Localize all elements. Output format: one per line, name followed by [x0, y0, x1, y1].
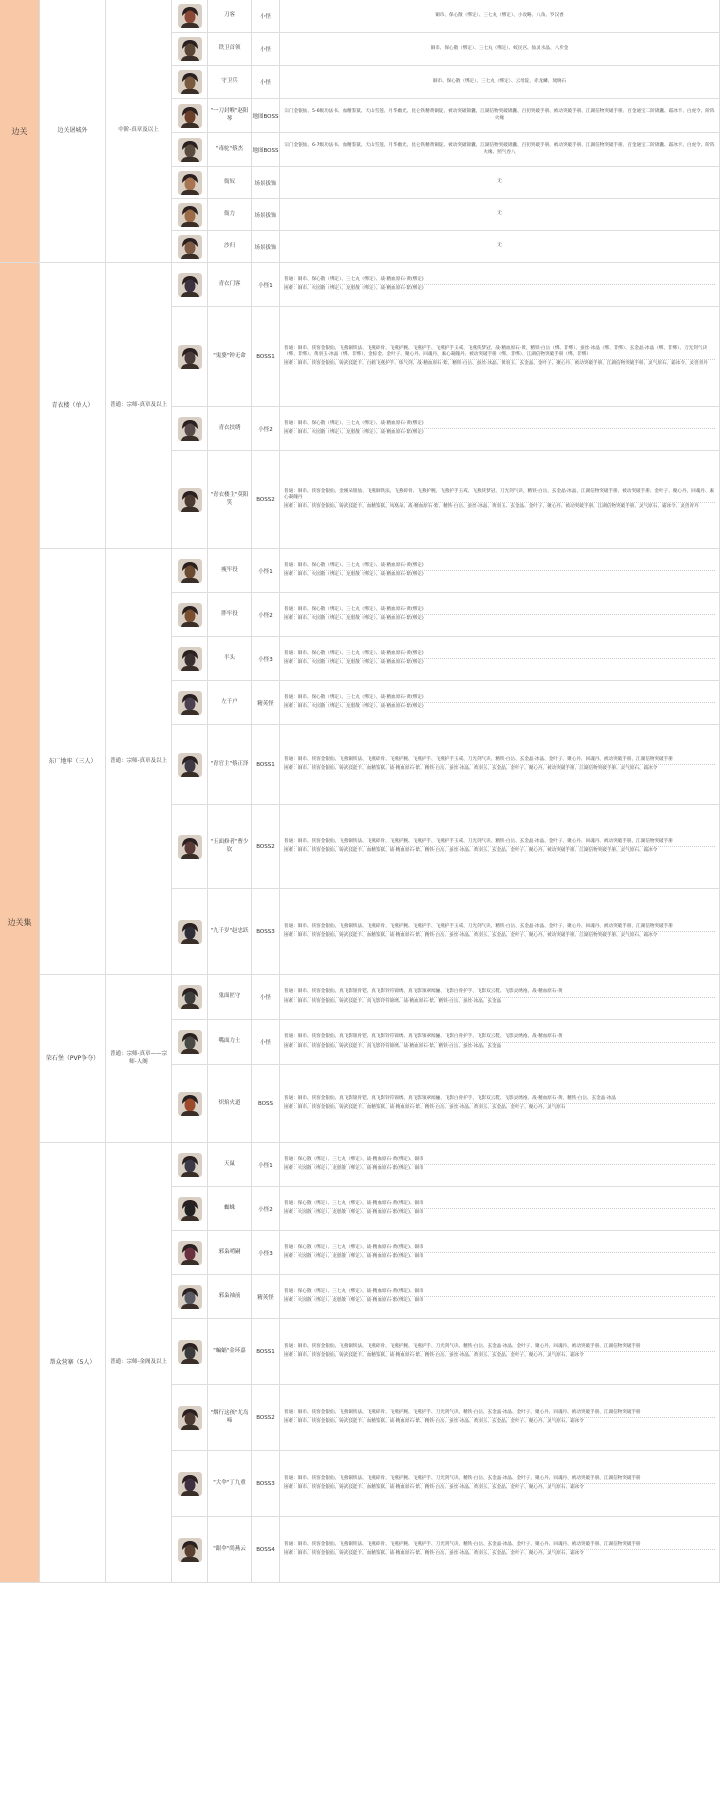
drop-line: 普通：铜币、侠客金银仙、金刚朵银仙、飞燕铜铁法、飞燕碎骨、飞燕护腕、飞燕护手玉戒、飞燕侠梦冠、刀光剑气诀、精铁·白岳、玄金晶·冰晶、江湖信物突破手册、被动突破手册、金叶子、聚心丹、回魂丹、素心凝魄丹 — [284, 488, 715, 500]
boss-type-cell — [252, 1319, 280, 1385]
boss-name: 半头 — [223, 654, 235, 661]
boss-name-cell — [208, 0, 252, 33]
boss-portrait-icon — [178, 488, 202, 512]
drop-line: 普通：铜币、保心散（绑定）、三七丸（绑定）、战·精血原石·黄(绑定) — [284, 420, 424, 426]
boss-portrait-icon — [178, 37, 202, 61]
portrait-cell — [172, 805, 208, 889]
level-cell — [106, 549, 172, 975]
boss-portrait-icon — [178, 1472, 202, 1496]
drops-cell — [280, 1319, 720, 1385]
drops-cell — [280, 231, 720, 263]
drop-line: 普通：铜币、侠客金银仙、飞燕铜铁法、飞燕碎骨、飞燕护腕、飞燕护手、刀光剑气诀、精铁·白岳、玄金晶·冰晶、金叶子、聚心丹、回魂丹、被动突破手册、江湖信物突破手册 — [284, 1343, 641, 1349]
drop-line: 困难：铜币、侠客金银仙、铸武技能卡、血精鉴狱、凤凰朵、战·精血原石·紫、精铁·白岳、蚕丝·冰晶、黄羽玉、玄金晶、金叶子、聚心丹、被动突破手册、江湖信物突破手册、灵气原石、霜冰令、灵兽青丹 — [284, 502, 715, 511]
drop-line: 困难：铜币、火园散（绑定）、龙胆散（绑定）、战·精血原石·紫(绑定) — [284, 428, 715, 437]
boss-type-cell — [252, 0, 280, 33]
boss-type: 小怪2 — [258, 1206, 273, 1213]
boss-portrait-icon — [178, 920, 202, 944]
boss-portrait-icon — [178, 559, 202, 583]
boss-type: 精英怪 — [257, 700, 274, 707]
boss-type: 小怪2 — [258, 612, 273, 619]
drop-line: 普通：铜币、保心散（绑定）、三七丸（绑定）、战·精血原石·黄(绑定) — [284, 276, 424, 282]
boss-name: 胖牢役 — [221, 610, 238, 617]
drop-line: 普通：铜币、保心散（绑定）、三七丸（绑定）、战·精血原石·黄(绑定) — [284, 606, 424, 612]
boss-name-cell — [208, 681, 252, 725]
boss-name-cell — [208, 451, 252, 549]
boss-name: "九千岁"赵忠跃 — [210, 927, 249, 934]
boss-name: 青衣扶绣 — [218, 424, 241, 431]
boss-portrait-icon — [178, 647, 202, 671]
boss-type-cell — [252, 1385, 280, 1451]
boss-portrait-icon — [178, 4, 202, 28]
boss-type: 小怪3 — [258, 656, 273, 663]
drops-cell — [280, 451, 720, 549]
boss-portrait-icon — [178, 1153, 202, 1177]
drop-line: 困难：铜币、侠客金银仙、铸武技能卡、血精鉴狱、战·精血原石·紫、精铁·白岳、蚕丝·冰晶、黄羽玉、玄金晶、金叶子、聚心丹、灵气原石、霜冰令 — [284, 1549, 715, 1558]
portrait-cell — [172, 1065, 208, 1143]
boss-portrait-icon — [178, 235, 202, 259]
drops-cell — [280, 1517, 720, 1583]
drops-cell — [280, 167, 720, 199]
boss-name: "青官主"蔡正泽 — [210, 760, 249, 767]
drop-line: 普通：铜币、保心散（绑定）、三七丸（绑定）、战·精血原石·黄(绑定) — [284, 694, 424, 700]
level-label: 普通：宗师-真章——宗师-人阁 — [110, 1051, 167, 1065]
portrait-cell — [172, 263, 208, 307]
drops-cell — [280, 725, 720, 805]
portrait-cell — [172, 1319, 208, 1385]
drop-line: 铜币、保心散（绑定）、三七丸（绑定）、云母锭、赤龙鳞、琉璃石 — [432, 78, 567, 84]
boss-type: 小怪2 — [258, 426, 273, 433]
boss-portrait-icon — [178, 603, 202, 627]
area-cell — [40, 549, 106, 975]
boss-name-cell — [208, 1451, 252, 1517]
boss-name-cell — [208, 1275, 252, 1319]
drops-cell — [280, 1187, 720, 1231]
portrait-cell — [172, 307, 208, 407]
boss-type-cell — [252, 33, 280, 66]
drops-cell — [280, 637, 720, 681]
boss-type: BOSS1 — [256, 1348, 275, 1355]
boss-type: 小怪1 — [258, 282, 273, 289]
boss-type: 场景拔饰 — [254, 180, 277, 187]
boss-type-cell — [252, 1275, 280, 1319]
drop-line: 普通：保心散（绑定）、三七丸（绑定）、战·精血原石·黄(绑定)、铜币 — [284, 1288, 424, 1294]
drop-line: 普通：铜币、侠客金银仙、真飞影银骨铠、真飞影铃符锦绣、真飞影领翠闻骊、飞影白骨护手、飞影双云鞋、飞影灵绣袍、战·精血原石·黄、精铁·白岳、玄金晶·冰晶 — [284, 1095, 617, 1101]
boss-portrait-icon — [178, 985, 202, 1009]
boss-type-cell — [252, 167, 280, 199]
boss-type-cell — [252, 451, 280, 549]
drop-line: 困难：火园散（绑定）、龙胆散（绑定）、战·精血原石·紫(绑定)、铜币 — [284, 1252, 715, 1261]
boss-name: 瘦牢役 — [221, 566, 238, 573]
portrait-cell — [172, 1385, 208, 1451]
boss-type: 小怪 — [259, 1040, 271, 1046]
drop-line: 困难：铜币、侠客金银仙、铸武技能卡、血精鉴狱、战·精血原石·紫、精铁·白岳、蚕丝·冰晶、黄羽玉、玄金晶、金叶子、聚心丹、被动突破手册、江湖信物突破手册、灵气原石、霜冰令 — [284, 931, 715, 940]
drops-cell — [280, 66, 720, 99]
drop-line: 困难：铜币、火园散（绑定）、龙胆散（绑定）、战·精血原石·紫(绑定) — [284, 702, 715, 711]
drop-line: 无 — [497, 179, 502, 185]
boss-name: 左千户 — [221, 698, 238, 705]
drops-cell — [280, 1020, 720, 1065]
drops-cell — [280, 681, 720, 725]
boss-type-cell — [252, 1231, 280, 1275]
portrait-cell — [172, 167, 208, 199]
drop-line: 普通：铜币、侠客金银仙、飞燕铜铁法、飞燕碎骨、飞燕护腕、飞燕护手、刀光剑气诀、精铁·白岳、玄金晶·冰晶、金叶子、聚心丹、回魂丹、被动突破手册、江湖信物突破手册 — [284, 1541, 641, 1547]
drop-line: 普通：铜币、侠客金银仙、真飞影银骨铠、真飞影铃符锦绣、真飞影领翠闻骊、飞影白骨护手、飞影双云鞋、飞影灵绣袍、战·精血原石·黄 — [284, 989, 563, 995]
boss-portrait-icon — [178, 1030, 202, 1054]
drop-line: 困难：火园散（绑定）、龙胆散（绑定）、战·精血原石·紫(绑定)、铜币 — [284, 1296, 715, 1305]
portrait-cell — [172, 33, 208, 66]
boss-name: "青衣楼主"莫阳笑 — [210, 492, 249, 506]
area-label: 帮众营寨（5人） — [49, 1358, 96, 1366]
portrait-cell — [172, 1451, 208, 1517]
drop-line: 困难：铜币、侠客金银仙、铸武技能卡、真飞影铃符锦绣、战·精血原石·紫、精铁·白岳、蚕丝·冰晶、玄金晶 — [284, 1042, 715, 1051]
level-cell — [106, 0, 172, 263]
level-label: 普通：宗师-金阁及以上 — [110, 1358, 167, 1365]
boss-name-cell — [208, 725, 252, 805]
drop-line: 困难：火园散（绑定）、龙胆散（绑定）、战·精血原石·紫(绑定)、铜币 — [284, 1208, 715, 1217]
portrait-cell — [172, 1517, 208, 1583]
drops-cell — [280, 1451, 720, 1517]
portrait-cell — [172, 975, 208, 1020]
boss-name: 邪枭袖前 — [218, 1292, 241, 1299]
drop-line: 普通：保心散（绑定）、三七丸（绑定）、战·精血原石·黄(绑定)、铜币 — [284, 1244, 424, 1250]
boss-type: 小怪1 — [258, 568, 273, 575]
area-label: 东厂地牢（三人） — [48, 757, 97, 765]
boss-name-cell — [208, 975, 252, 1020]
drop-line: 普通：铜币、侠客金银仙、飞燕铜铁法、飞燕碎骨、飞燕护腕、飞燕护手、飞燕护手玉戒、飞燕侠梦冠、战·精血原石·黄、精铁·白岳（绑、非绑）、蚕丝·冰晶（绑、非绑）、玄金晶·冰晶（绑、非绑）、刀光剑气诀（绑、非绑）、黄羽玉·冰晶（绑、非绑）、金棕金、金叶子、聚心丹、回魂丹、素心凝魄丹、被动突破手册（绑、非绑）、江湖信物突破手册（绑、非绑） — [284, 345, 708, 357]
area-cell — [40, 0, 106, 263]
drop-line: 铜币、保心散（绑定）、三七丸（绑定）、蚁民宫、仙灵水晶、八步金 — [430, 45, 569, 51]
drop-line: 困难：铜币、火园散（绑定）、龙胆散（绑定）、战·精血原石·紫(绑定) — [284, 614, 715, 623]
drops-cell — [280, 805, 720, 889]
boss-type: BOSS2 — [256, 843, 275, 850]
drops-cell — [280, 199, 720, 231]
boss-name-cell — [208, 231, 252, 263]
boss-type-cell — [252, 199, 280, 231]
drops-cell — [280, 1065, 720, 1143]
boss-name: 刀客 — [223, 12, 235, 19]
boss-type: 场景拔饰 — [254, 212, 277, 219]
boss-type: 小怪 — [259, 995, 271, 1001]
drop-line: 普通：保心散（绑定）、三七丸（绑定）、战·精血原石·黄(绑定)、铜币 — [284, 1156, 424, 1162]
portrait-cell — [172, 549, 208, 593]
boss-type: 小怪 — [259, 47, 271, 53]
drop-line: 普通：铜币、保心散（绑定）、三七丸（绑定）、战·精血原石·黄(绑定) — [284, 650, 424, 656]
drop-line: 普通：铜币、侠客金银仙、飞燕铜铁法、飞燕碎骨、飞燕护腕、飞燕护手、飞燕护手玉戒、刀光剑气诀、精铁·白岳、玄金晶·冰晶、金叶子、聚心丹、回魂丹、被动突破手册、江湖信物突破手册 — [284, 756, 673, 762]
portrait-cell — [172, 889, 208, 975]
drop-line: 普通：铜币、侠客金银仙、飞燕铜铁法、飞燕碎骨、飞燕护腕、飞燕护手、刀光剑气诀、精铁·白岳、玄金晶·冰晶、金叶子、聚心丹、回魂丹、被动突破手册、江湖信物突破手册 — [284, 1475, 641, 1481]
boss-name-cell — [208, 549, 252, 593]
boss-type-cell — [252, 593, 280, 637]
boss-portrait-icon — [178, 104, 202, 128]
boss-portrait-icon — [178, 1197, 202, 1221]
boss-name-cell — [208, 167, 252, 199]
drop-line: 困难：铜币、侠客金银仙、铸武技能卡、血精鉴狱、战·精血原石·紫、精铁·白岳、蚕丝·冰晶、黄羽玉、玄金晶、金叶子、聚心丹、灵气原石 — [284, 1103, 715, 1112]
boss-type-cell — [252, 549, 280, 593]
boss-type-cell — [252, 1143, 280, 1187]
drop-line: 困难：铜币、侠客金银仙、铸武技能卡、真飞影铃符锦绣、战·精血原石·紫、精铁·白岳、蚕丝·冰晶、玄金晶 — [284, 997, 715, 1006]
drops-cell — [280, 1231, 720, 1275]
boss-type: BOSS2 — [256, 1414, 275, 1421]
boss-name-cell — [208, 1231, 252, 1275]
boss-type: BOSS3 — [256, 1480, 275, 1487]
portrait-cell — [172, 199, 208, 231]
boss-portrait-icon — [178, 1092, 202, 1116]
drop-line: 困难：铜币、火园散（绑定）、龙胆散（绑定）、战·精血原石·紫(绑定) — [284, 570, 715, 579]
boss-portrait-icon — [178, 1241, 202, 1265]
level-label: 普通：宗师-真章及以上 — [110, 757, 167, 764]
boss-type-cell — [252, 681, 280, 725]
portrait-cell — [172, 725, 208, 805]
level-label: 中阶-真章及以上 — [118, 127, 159, 134]
drops-cell — [280, 99, 720, 133]
boss-portrait-icon — [178, 171, 202, 195]
boss-type-cell — [252, 889, 280, 975]
boss-name: 蜘蛛 — [223, 1204, 235, 1211]
boss-name-cell — [208, 263, 252, 307]
area-cell — [40, 263, 106, 549]
boss-name-cell — [208, 66, 252, 99]
portrait-cell — [172, 1231, 208, 1275]
boss-name-cell — [208, 805, 252, 889]
boss-type-cell — [252, 133, 280, 167]
area-cell — [40, 975, 106, 1143]
boss-name-cell — [208, 1385, 252, 1451]
boss-name: 鬼面匠守 — [218, 993, 241, 1000]
region-label: 边关 — [11, 126, 28, 136]
drop-line: 普通：铜币、侠客金银仙、飞燕铜铁法、飞燕碎骨、飞燕护腕、飞燕护手、飞燕护手玉戒、刀光剑气诀、精铁·白岳、玄金晶·冰晶、金叶子、聚心丹、回魂丹、被动突破手册、江湖信物突破手册 — [284, 838, 673, 844]
boss-portrait-icon — [178, 1340, 202, 1364]
level-cell — [106, 263, 172, 549]
drop-line: 困难：铜币、侠客金银仙、铸武技能卡、血精鉴狱、战·精血原石·紫、精铁·白岳、蚕丝·冰晶、黄羽玉、玄金晶、金叶子、聚心丹、灵气原石、霜冰令 — [284, 1417, 715, 1426]
portrait-cell — [172, 0, 208, 33]
drop-line: 普通：铜币、侠客金银仙、飞燕铜铁法、飞燕碎骨、飞燕护腕、飞燕护手、飞燕护手玉戒、刀光剑气诀、精铁·白岳、玄金晶·冰晶、金叶子、聚心丹、回魂丹、被动突破手册、江湖信物突破手册 — [284, 923, 673, 929]
portrait-cell — [172, 1187, 208, 1231]
drops-cell — [280, 975, 720, 1020]
level-label: 普通：宗师-真章及以上 — [110, 401, 167, 408]
boss-name-cell — [208, 199, 252, 231]
level-cell — [106, 1143, 172, 1583]
drops-cell — [280, 1143, 720, 1187]
region-label: 边关集 — [7, 918, 32, 927]
boss-name-cell — [208, 1065, 252, 1143]
boss-name: 沙归 — [223, 242, 235, 249]
boss-portrait-icon — [178, 1406, 202, 1430]
area-cell — [40, 1143, 106, 1583]
boss-name: 邪枭哨嗣 — [218, 1248, 241, 1255]
boss-portrait-icon — [178, 417, 202, 441]
portrait-cell — [172, 99, 208, 133]
drops-cell — [280, 593, 720, 637]
boss-name: 天鼠 — [223, 1160, 235, 1167]
boss-portrait-icon — [178, 1285, 202, 1309]
boss-type: BOSS4 — [256, 1546, 275, 1553]
boss-name-cell — [208, 1020, 252, 1065]
drop-line: 困难：铜币、侠客金银仙、铸武技能卡、血精鉴狱、战·精血原石·紫、精铁·白岳、蚕丝·冰晶、黄羽玉、玄金晶、金叶子、聚心丹、被动突破手册、江湖信物突破手册、灵气原石、霜冰令 — [284, 764, 715, 773]
boss-portrait-icon — [178, 753, 202, 777]
boss-name-cell — [208, 889, 252, 975]
boss-type-cell — [252, 805, 280, 889]
drops-cell — [280, 1275, 720, 1319]
boss-name-cell — [208, 637, 252, 681]
drops-cell — [280, 407, 720, 451]
boss-name-cell — [208, 407, 252, 451]
boss-portrait-icon — [178, 835, 202, 859]
portrait-cell — [172, 681, 208, 725]
boss-name-cell — [208, 1517, 252, 1583]
drop-line: 普通：铜币、侠客金银仙、飞燕铜铁法、飞燕碎骨、飞燕护腕、飞燕护手、刀光剑气诀、精铁·白岳、玄金晶·冰晶、金叶子、聚心丹、回魂丹、被动突破手册、江湖信物突破手册 — [284, 1409, 641, 1415]
boss-type: BOSS3 — [256, 928, 275, 935]
portrait-cell — [172, 407, 208, 451]
drop-line: 困难：铜币、火园散（绑定）、龙胆散（绑定）、战·精血原石·紫(绑定) — [284, 658, 715, 667]
drop-line: 普通：铜币、侠客金银仙、真飞影银骨铠、真飞影铃符锦绣、真飞影领翠闻骊、飞影白骨护手、飞影双云鞋、飞影灵绣袍、战·精血原石·黄 — [284, 1034, 563, 1040]
boss-name-cell — [208, 307, 252, 407]
drops-cell — [280, 133, 720, 167]
boss-portrait-icon — [178, 273, 202, 297]
region-cell — [0, 263, 40, 1583]
portrait-cell — [172, 451, 208, 549]
drop-line: 无 — [497, 243, 502, 249]
boss-name: "一刀封喉"赵阳琴 — [210, 108, 249, 122]
boss-name: "毒驼"蔡杰 — [215, 145, 244, 152]
boss-name: 衙力 — [223, 210, 235, 217]
portrait-cell — [172, 1020, 208, 1065]
boss-name: 嘴面力士 — [218, 1038, 241, 1045]
boss-type-cell — [252, 407, 280, 451]
portrait-cell — [172, 66, 208, 99]
drop-line: 宗门金银仙、6-7级功法书、血精鉴狱、天山雪莲、月华幽光、昆仑铁精黄铜锭、被动突破锦囊、江湖信物突破锦囊、百仞突破手册、被动突破手册、江湖信物突破手册、百金通宝二阶锦囊、霜冰卡、白虎令、阶阵火缘、照气卷八 — [284, 143, 715, 155]
boss-name: "烟行这孩"尤岛啼 — [210, 1410, 249, 1424]
boss-type-cell — [252, 1187, 280, 1231]
drop-line: 困难：铜币、侠客金银仙、铸武技能卡、白鹤飞燕护手、炼气剑、战·精血原石·紫、精铁·白岳、蚕丝·冰晶、黄羽玉、玄金晶、金叶子、聚心丹、被动突破手册、江湖信物突破手册、灵气原石、霜冰令、灵兽青丹 — [284, 359, 715, 368]
drop-line: 宗门金银仙、5-6级功法书、血精鉴狱、天山雪莲、月华幽光、昆仑铁精黄铜锭、被动突破锦囊、江湖信物突破锦囊、百仞突破手册、被动突破手册、江湖信物突破手册、百金通宝二阶锦囊、霜冰卡、白虎令、阶阵火缘 — [284, 109, 715, 121]
boss-name-cell — [208, 33, 252, 66]
boss-name-cell — [208, 133, 252, 167]
drop-line: 普通：保心散（绑定）、三七丸（绑定）、战·精血原石·黄(绑定)、铜币 — [284, 1200, 424, 1206]
boss-name: "跟伞"尚燕云 — [213, 1545, 246, 1552]
boss-type: 小怪 — [259, 80, 271, 86]
boss-name-cell — [208, 1319, 252, 1385]
boss-type-cell — [252, 231, 280, 263]
boss-portrait-icon — [178, 1538, 202, 1562]
boss-type: 小怪3 — [258, 1250, 273, 1257]
portrait-cell — [172, 637, 208, 681]
boss-portrait-icon — [178, 203, 202, 227]
boss-type-cell — [252, 66, 280, 99]
boss-name-cell — [208, 1143, 252, 1187]
boss-type-cell — [252, 975, 280, 1020]
portrait-cell — [172, 231, 208, 263]
boss-type-cell — [252, 1065, 280, 1143]
boss-type: BOSS — [258, 1100, 273, 1107]
boss-portrait-icon — [178, 691, 202, 715]
boss-type: 小怪1 — [258, 1162, 273, 1169]
boss-type-cell — [252, 725, 280, 805]
boss-type-cell — [252, 1451, 280, 1517]
drop-line: 无 — [497, 211, 502, 217]
drops-cell — [280, 263, 720, 307]
boss-type: BOSS2 — [256, 496, 275, 503]
region-cell — [0, 0, 40, 263]
drop-line: 普通：铜币、保心散（绑定）、三七丸（绑定）、战·精血原石·黄(绑定) — [284, 562, 424, 568]
boss-name-cell — [208, 99, 252, 133]
drops-cell — [280, 1385, 720, 1451]
boss-name: "大伞"丁九重 — [213, 1479, 246, 1486]
boss-name: 守卫兵 — [221, 78, 238, 85]
drops-cell — [280, 889, 720, 975]
drop-line: 困难：铜币、侠客金银仙、铸武技能卡、血精鉴狱、战·精血原石·紫、精铁·白岳、蚕丝·冰晶、黄羽玉、玄金晶、金叶子、聚心丹、被动突破手册、江湖信物突破手册、灵气原石、霜冰令 — [284, 846, 715, 855]
drops-cell — [280, 33, 720, 66]
boss-type: 场景拔饰 — [254, 244, 277, 251]
boss-name-cell — [208, 1187, 252, 1231]
boss-name: 炽焰火道 — [218, 1099, 241, 1106]
portrait-cell — [172, 133, 208, 167]
boss-type-cell — [252, 1020, 280, 1065]
boss-type: 小怪 — [259, 14, 271, 20]
boss-type: 地图BOSS — [252, 113, 279, 120]
drop-line: 困难：铜币、侠客金银仙、铸武技能卡、血精鉴狱、战·精血原石·紫、精铁·白岳、蚕丝·冰晶、黄羽玉、玄金晶、金叶子、聚心丹、灵气原石、霜冰令 — [284, 1483, 715, 1492]
drop-line: 困难：铜币、侠客金银仙、铸武技能卡、血精鉴狱、战·精血原石·紫、精铁·白岳、蚕丝·冰晶、黄羽玉、玄金晶、金叶子、聚心丹、灵气原石、霜冰令 — [284, 1351, 715, 1360]
boss-portrait-icon — [178, 138, 202, 162]
boss-type-cell — [252, 307, 280, 407]
boss-name: "蝙蝠"金环嘉 — [213, 1347, 246, 1354]
boss-type: 地图BOSS — [252, 147, 279, 154]
boss-name: 青衣门客 — [218, 280, 241, 287]
boss-name-cell — [208, 593, 252, 637]
area-label: 边关屠城外 — [57, 127, 88, 135]
level-cell — [106, 975, 172, 1143]
boss-name: "玉面修者"曹少钦 — [210, 839, 249, 853]
boss-type-cell — [252, 1517, 280, 1583]
boss-type: BOSS1 — [256, 761, 275, 768]
boss-name: 衙奴 — [223, 178, 235, 185]
drops-cell — [280, 0, 720, 33]
area-label: 青衣楼（单人） — [51, 401, 94, 409]
portrait-cell — [172, 1143, 208, 1187]
boss-type: 精英怪 — [257, 1294, 274, 1301]
drop-line: 困难：铜币、火园散（绑定）、龙胆散（绑定）、战·精血原石·紫(绑定) — [284, 284, 715, 293]
portrait-cell — [172, 1275, 208, 1319]
boss-portrait-icon — [178, 70, 202, 94]
boss-type-cell — [252, 263, 280, 307]
portrait-cell — [172, 593, 208, 637]
boss-name: "鬼婆"钟无命 — [213, 352, 246, 359]
boss-name: 铁卫首领 — [218, 45, 241, 52]
boss-portrait-icon — [178, 345, 202, 369]
drop-line: 困难：火园散（绑定）、龙胆散（绑定）、战·精血原石·紫(绑定)、铜币 — [284, 1164, 715, 1173]
drops-cell — [280, 549, 720, 593]
boss-type: BOSS1 — [256, 353, 275, 360]
boss-type-cell — [252, 637, 280, 681]
area-label: 荣石堡（PVP争夺） — [45, 1054, 100, 1062]
drops-cell — [280, 307, 720, 407]
drop-line: 铜币、保心散（绑定）、三七丸（绑定）、小攻略、八角、罗汉香 — [435, 12, 564, 18]
boss-type-cell — [252, 99, 280, 133]
